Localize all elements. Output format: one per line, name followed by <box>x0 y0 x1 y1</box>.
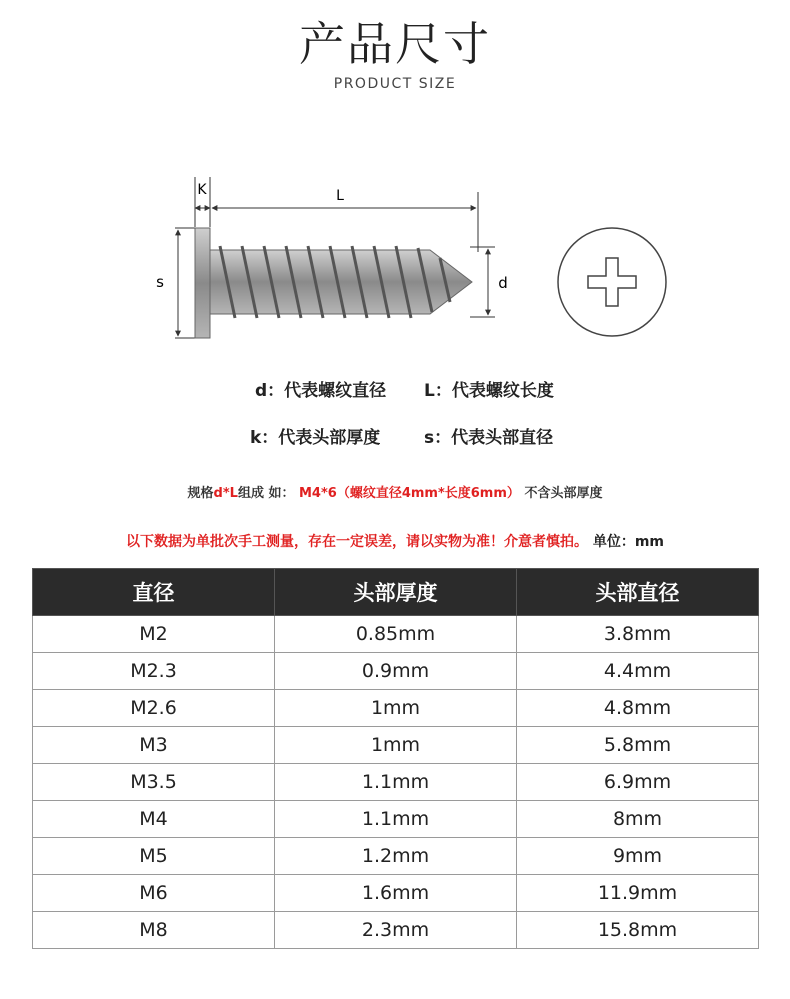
cell-diameter: M2.3 <box>33 653 275 690</box>
cell-head-thickness: 1mm <box>275 727 517 764</box>
cell-head-diameter: 11.9mm <box>517 875 759 912</box>
table-row <box>33 801 759 838</box>
cell-diameter: M3 <box>33 727 275 764</box>
cell-diameter: M6 <box>33 875 275 912</box>
screw-diagram <box>150 172 680 352</box>
label-s: s <box>156 273 164 291</box>
legend-k: k：代表头部厚度 <box>250 428 381 448</box>
phillips-head-icon <box>558 228 666 336</box>
measurement-warning <box>0 531 790 551</box>
cell-diameter: M2.6 <box>33 690 275 727</box>
cell-head-diameter: 5.8mm <box>517 727 759 764</box>
cell-head-thickness: 0.85mm <box>275 616 517 653</box>
cell-head-diameter: 9mm <box>517 838 759 875</box>
table-row <box>33 764 759 801</box>
cell-head-thickness: 1.1mm <box>275 801 517 838</box>
table-row <box>33 875 759 912</box>
table-row <box>33 653 759 690</box>
header-head-diameter: 头部直径 <box>517 569 759 616</box>
table-row <box>33 727 759 764</box>
cell-head-thickness: 0.9mm <box>275 653 517 690</box>
cell-head-diameter: 3.8mm <box>517 616 759 653</box>
cell-head-thickness: 1.6mm <box>275 875 517 912</box>
legend-d: d：代表螺纹直径 <box>255 381 387 401</box>
cell-diameter: M8 <box>33 912 275 949</box>
spec-note-formula: d*L <box>213 486 238 501</box>
cell-head-diameter: 15.8mm <box>517 912 759 949</box>
spec-note-prefix: 规格 <box>187 486 214 501</box>
unit-label: 单位：mm <box>592 534 665 550</box>
cell-diameter: M5 <box>33 838 275 875</box>
size-table <box>32 568 759 949</box>
header-diameter: 直径 <box>33 569 275 616</box>
legend-s: s：代表头部直径 <box>424 428 554 448</box>
cell-head-diameter: 6.9mm <box>517 764 759 801</box>
cell-head-diameter: 4.4mm <box>517 653 759 690</box>
spec-note-example: M4*6（螺纹直径4mm*长度6mm） <box>299 486 520 501</box>
cell-diameter: M4 <box>33 801 275 838</box>
legend-l: L：代表螺纹长度 <box>424 381 554 401</box>
spec-note-suffix: 不含头部厚度 <box>524 486 603 501</box>
label-l: L <box>336 188 344 204</box>
cell-diameter: M2 <box>33 616 275 653</box>
table-row <box>33 838 759 875</box>
table-row <box>33 912 759 949</box>
cell-head-diameter: 4.8mm <box>517 690 759 727</box>
label-d: d <box>498 274 508 292</box>
cell-head-thickness: 1.2mm <box>275 838 517 875</box>
table-header-row <box>33 569 759 616</box>
label-k: K <box>197 182 207 198</box>
header-head-thickness: 头部厚度 <box>275 569 517 616</box>
cell-head-thickness: 2.3mm <box>275 912 517 949</box>
cell-head-diameter: 8mm <box>517 801 759 838</box>
warning-text: 以下数据为单批次手工测量，存在一定误差，请以实物为准！介意者慎拍。 <box>125 534 588 550</box>
cell-head-thickness: 1mm <box>275 690 517 727</box>
cell-diameter: M3.5 <box>33 764 275 801</box>
table-row <box>33 616 759 653</box>
table-row <box>33 690 759 727</box>
page-title: 产品尺寸 <box>299 17 491 71</box>
page-subtitle: PRODUCT SIZE <box>333 76 457 92</box>
cell-head-thickness: 1.1mm <box>275 764 517 801</box>
spec-note-middle: 组成 如： <box>237 486 295 501</box>
spec-note <box>0 482 790 501</box>
